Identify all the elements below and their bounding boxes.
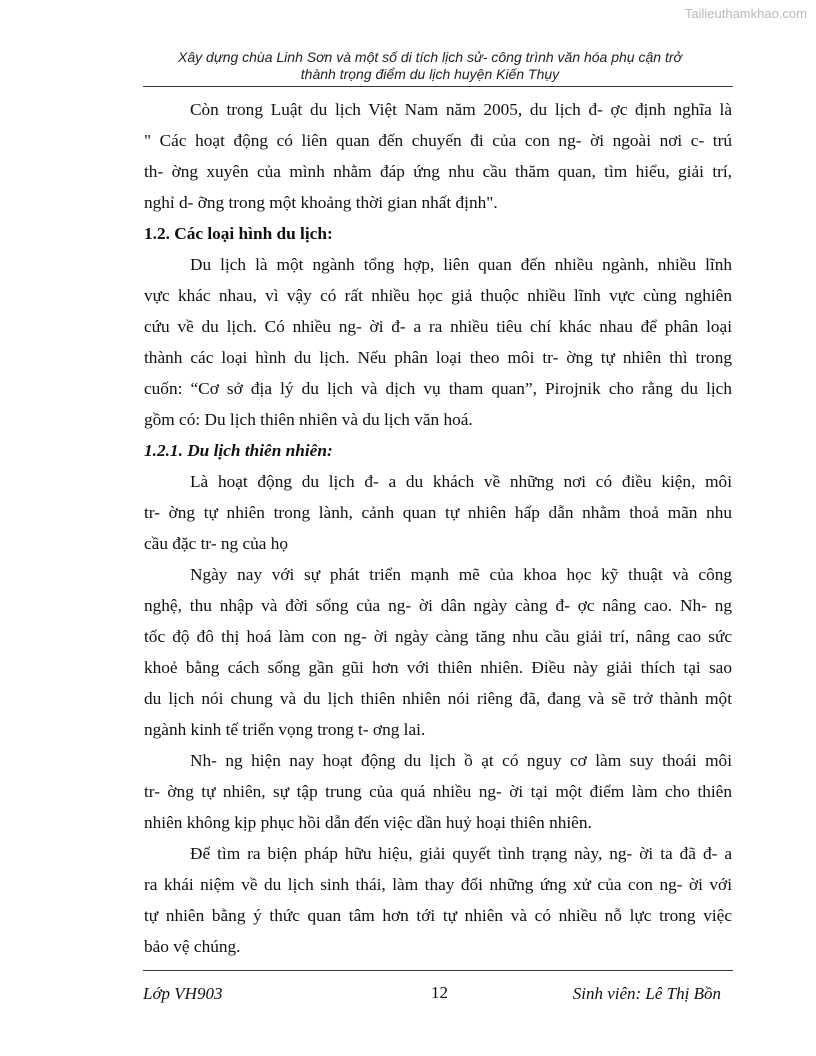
text-line: tr- ờng tự nhiên trong lành, cảnh quan tự nhiên hấp dẫn nhằm thoả mãn nhu <box>144 503 732 522</box>
text-line: tr- ờng tự nhiên, sự tập trung của quá nhiều ng- ời tại một điểm làm cho thiên <box>144 782 732 801</box>
text-line: bảo vệ chúng. <box>144 937 241 956</box>
header-line-2: thành trọng điểm du lịch huyện Kiến Thụy <box>300 66 560 82</box>
section-heading-1-2: 1.2. Các loại hình du lịch: <box>144 224 333 243</box>
footer-divider <box>143 970 733 971</box>
text-line: Còn trong Luật du lịch Việt Nam năm 2005, du lịch đ- ợc định nghĩa là <box>190 100 732 119</box>
text-line: vực khác nhau, vì vậy có rất nhiều học giả thuộc nhiều lĩnh vực cùng nghiên <box>144 286 732 305</box>
watermark-text: Tailieuthamkhao.com <box>684 6 807 21</box>
page-footer <box>143 984 733 1008</box>
text-line: Là hoạt động du lịch đ- a du khách về những nơi có điều kiện, môi <box>190 472 732 491</box>
paragraph-tourism-types <box>144 249 732 435</box>
text-line: Ngày nay với sự phát triển mạnh mẽ của khoa học kỹ thuật và công <box>190 565 732 584</box>
text-line: nghỉ d- ỡng trong một khoảng thời gian nhất định". <box>144 193 498 212</box>
text-line: Du lịch là một ngành tổng hợp, liên quan đến nhiều ngành, nhiều lĩnh <box>190 255 732 274</box>
text-line: th- ờng xuyên của mình nhằm đáp ứng nhu cầu thăm quan, tìm hiểu, giải trí, <box>144 162 732 181</box>
text-line: Nh- ng hiện nay hoạt động du lịch ồ ạt có nguy cơ làm suy thoái môi <box>190 751 732 770</box>
text-line: cuốn: “Cơ sở địa lý du lịch và dịch vụ tham quan”, Pirojnik cho rằng du lịch <box>144 379 732 398</box>
footer-student: Sinh viên: Lê Thị Bồn <box>572 984 721 1003</box>
text-line: gồm có: Du lịch thiên nhiên và du lịch văn hoá. <box>144 410 473 429</box>
section-heading-1-2-1: 1.2.1. Du lịch thiên nhiên: <box>144 441 333 460</box>
header-line-1: Xây dựng chùa Linh Sơn và một số di tích lịch sử- công trình văn hóa phụ cận trở <box>178 49 682 65</box>
text-line: tốc độ đô thị hoá làm con ng- ời ngày càng tăng nhu cầu giải trí, nâng cao sức <box>144 627 732 646</box>
paragraph-environment-risk <box>144 745 732 838</box>
text-line: khoẻ bằng cách sống gần gũi hơn với thiên nhiên. Điều này giải thích tại sao <box>144 658 732 677</box>
footer-class: Lớp VH903 <box>143 984 223 1003</box>
text-line: " Các hoạt động có liên quan đến chuyến đi của con ng- ời ngoài nơi c- trú <box>144 131 732 150</box>
page-number: 12 <box>431 983 448 1002</box>
paragraph-ecotourism <box>144 838 732 962</box>
text-line: du lịch nói chung và du lịch thiên nhiên nói riêng đã, đang và sẽ trở thành một <box>144 689 732 708</box>
running-header <box>130 49 730 83</box>
text-line: cầu đặc tr- ng của họ <box>144 534 289 553</box>
text-line: nghệ, thu nhập và đời sống của ng- ời dân ngày càng đ- ợc nâng cao. Nh- ng <box>144 596 732 615</box>
text-line: ra khái niệm về du lịch sinh thái, làm thay đổi những ứng xử của con ng- ời với <box>144 875 732 894</box>
text-line: cứu về du lịch. Có nhiều ng- ời đ- a ra nhiều tiêu chí khác nhau để phân loại <box>144 317 732 336</box>
text-line: thành các loại hình du lịch. Nếu phân loại theo môi tr- ờng tự nhiên thì trong <box>144 348 732 367</box>
header-divider <box>143 86 733 87</box>
text-line: Để tìm ra biện pháp hữu hiệu, giải quyết tình trạng này, ng- ời ta đã đ- a <box>190 844 732 863</box>
text-line: tự nhiên bằng ý thức quan tâm hơn tới tự nhiên và có nhiều nỗ lực trong việc <box>144 906 732 925</box>
paragraph-nature-tourism-growth <box>144 559 732 745</box>
text-line: nhiên không kịp phục hồi dẫn đến việc dần huỷ hoại thiên nhiên. <box>144 813 592 832</box>
text-line: ngành kinh tế triển vọng trong t- ơng lai. <box>144 720 426 739</box>
page-body <box>144 94 732 962</box>
paragraph-law-definition <box>144 94 732 218</box>
paragraph-nature-tourism-definition <box>144 466 732 559</box>
